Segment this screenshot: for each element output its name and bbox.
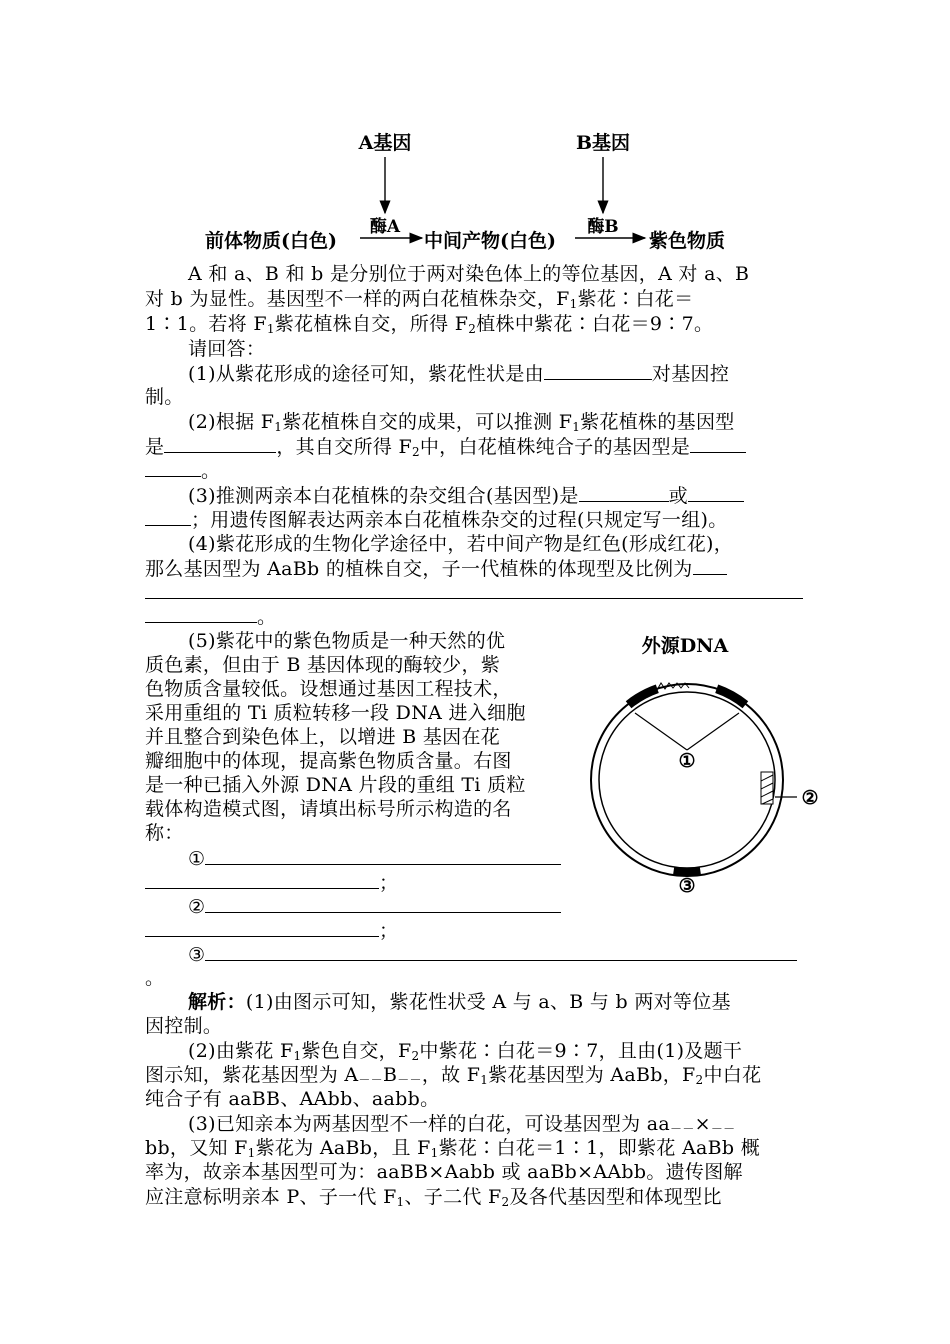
precursor-label: 前体物质(白色) [205, 230, 337, 252]
answer-blank-1[interactable] [544, 361, 652, 380]
answer-blank-4-end[interactable] [145, 604, 257, 623]
question-4: (4)紫花形成的生物化学途径中，若中间产物是红色(形成红花)， [188, 533, 734, 555]
structure-2-answer: ② [188, 894, 848, 919]
question-5-line-2: 质色素，但由于 B 基因体现的酶较少，紫 [145, 654, 501, 676]
enzyme-a-label: 酶A [369, 217, 401, 237]
question-5-line-3: 色物质含量较低。设想通过基因工程技术， [145, 678, 512, 700]
answer-blank-3a[interactable] [579, 483, 669, 502]
marker-3: ③ [678, 875, 696, 897]
structure-1-blank[interactable] [205, 846, 561, 865]
question-4-cont: 那么基因型为 AaBb 的植株自交，子一代植株的体现型及比例为 [145, 556, 805, 581]
question-3: (3)推测两亲本白花植株的杂交组合(基因型)是 或 [188, 483, 848, 508]
analysis-2-end: 纯合子有 aaBB、AAbb、aabb。 [145, 1088, 440, 1110]
analysis-2-cont: 图示知，紫花基因型为 $A_{--}B_{--}$，故 $F_1$紫花基因型为 AaBb，$F_2$中白花 [145, 1064, 762, 1087]
structure-1-answer: ① [188, 846, 848, 871]
question-5-line-7: 是一种已插入外源 DNA 片段的重组 Ti 质粒 [145, 774, 526, 796]
product-label: 紫色物质 [649, 230, 726, 252]
gene-a-label: A基因 [358, 132, 412, 154]
answer-blank-2b[interactable] [690, 434, 746, 453]
question-2-cont: 是 ，其自交所得 $F_2$中，白花植株纯合子的基因型是 [145, 434, 805, 459]
pointer-line-right [687, 713, 739, 750]
ask-line: 请回答： [188, 338, 266, 360]
question-1: (1)从紫花形成的途径可知，紫花性状是由 对基因控 [188, 363, 730, 385]
structure-3-answer: ③ [188, 942, 848, 967]
question-5-line-9: 称： [145, 822, 184, 844]
answer-blank-2b-cont[interactable] [145, 458, 201, 477]
plasmid-diagram [585, 625, 835, 900]
structure-1-blank-cont[interactable] [145, 870, 379, 889]
structure-1-answer-cont: ； [145, 870, 805, 895]
question-5-line-4: 采用重组的 Ti 质粒转移一段 DNA 进入细胞 [145, 702, 526, 724]
intermediate-label: 中间产物(白色) [424, 230, 556, 252]
answer-blank-3b-cont[interactable] [145, 507, 191, 526]
structure-3-end: 。 [145, 967, 165, 989]
question-3-cont: ；用遗传图解表达两亲本白花植株杂交的过程(只规定写一组)。 [145, 507, 805, 532]
foreign-dna-label: 外源DNA [641, 635, 729, 657]
analysis-1: 解析：(1)由图示可知，紫花性状受 A 与 a、B 与 b 两对等位基 [188, 991, 731, 1013]
analysis-3: (3)已知亲本为两基因型不一样的白花，可设基因型为 $aa_{--}\times_{--}$ [188, 1113, 736, 1136]
answer-blank-4[interactable] [693, 556, 727, 575]
answer-blank-2a[interactable] [164, 434, 276, 453]
analysis-3-cont-3: 应注意标明亲本 P、子一代 $F_1$、子二代 $F_2$及各代基因型和体现型比 [145, 1186, 722, 1209]
intro-line-1: A 和 a、B 和 b 是分别位于两对染色体上的等位基因，A 对 a、B [188, 263, 750, 285]
marker-2: ② [801, 787, 819, 809]
analysis-3-cont-2: 率为，故亲本基因型可为：aaBB×Aabb 或 aaBb×AAbb。遗传图解 [145, 1161, 743, 1183]
structure-2-blank-cont[interactable] [145, 918, 379, 937]
foreign-dna-segment-left [629, 689, 658, 705]
enzyme-b-label: 酶B [587, 217, 619, 237]
question-2: (2)根据 $F_1$紫花植株自交的成果，可以推测 $F_1$紫花植株的基因型 [188, 411, 735, 434]
structure-2-answer-cont: ； [145, 918, 805, 943]
answer-blank-3b[interactable] [688, 483, 744, 502]
analysis-2: (2)由紫花 $F_1$紫色自交，$F_2$中紫花∶白花＝9∶7，且由(1)及题干 [188, 1040, 743, 1063]
intro-line-2: 对 b 为显性。基因型不一样的两白花植株杂交，$F_1$紫花∶白花＝ [145, 288, 694, 311]
question-4-end: 。 [145, 604, 805, 629]
pathway-diagram [195, 125, 755, 260]
gene-b-label: B基因 [575, 132, 631, 154]
structure-3-segment [674, 871, 701, 872]
plasmid-inner-ring [599, 692, 775, 868]
question-1-cont: 制。 [145, 386, 184, 408]
foreign-dna-segment-right [717, 689, 746, 705]
question-5-line-6: 瓣细胞中的体现，提高紫色物质含量。右图 [145, 750, 512, 772]
question-4-blank-row [145, 580, 805, 605]
question-5-line-1: (5)紫花中的紫色物质是一种天然的优 [188, 630, 506, 652]
analysis-heading: 解析： [188, 991, 246, 1013]
pointer-line-left [635, 713, 687, 750]
question-5-line-5: 并且整合到染色体上，以增进 B 基因在花 [145, 726, 501, 748]
plasmid-outer-ring [591, 684, 783, 876]
marker-1: ① [678, 750, 696, 772]
answer-blank-4-cont[interactable] [145, 580, 803, 599]
intro-line-3: 1∶1。若将 $F_1$紫花植株自交，所得 $F_2$植株中紫花∶白花＝9∶7。 [145, 313, 714, 336]
analysis-3-cont: bb，又知 $F_1$紫花为 AaBb，且 $F_1$紫花∶白花＝1∶1，即紫花 AaBb 概 [145, 1137, 761, 1160]
structure-2-blank[interactable] [205, 894, 561, 913]
analysis-1-cont: 因控制。 [145, 1015, 223, 1037]
question-2-end: 。 [145, 458, 805, 483]
question-5-line-8: 载体构造模式图，请填出标号所示构造的名 [145, 798, 512, 820]
structure-3-blank[interactable] [205, 942, 797, 961]
